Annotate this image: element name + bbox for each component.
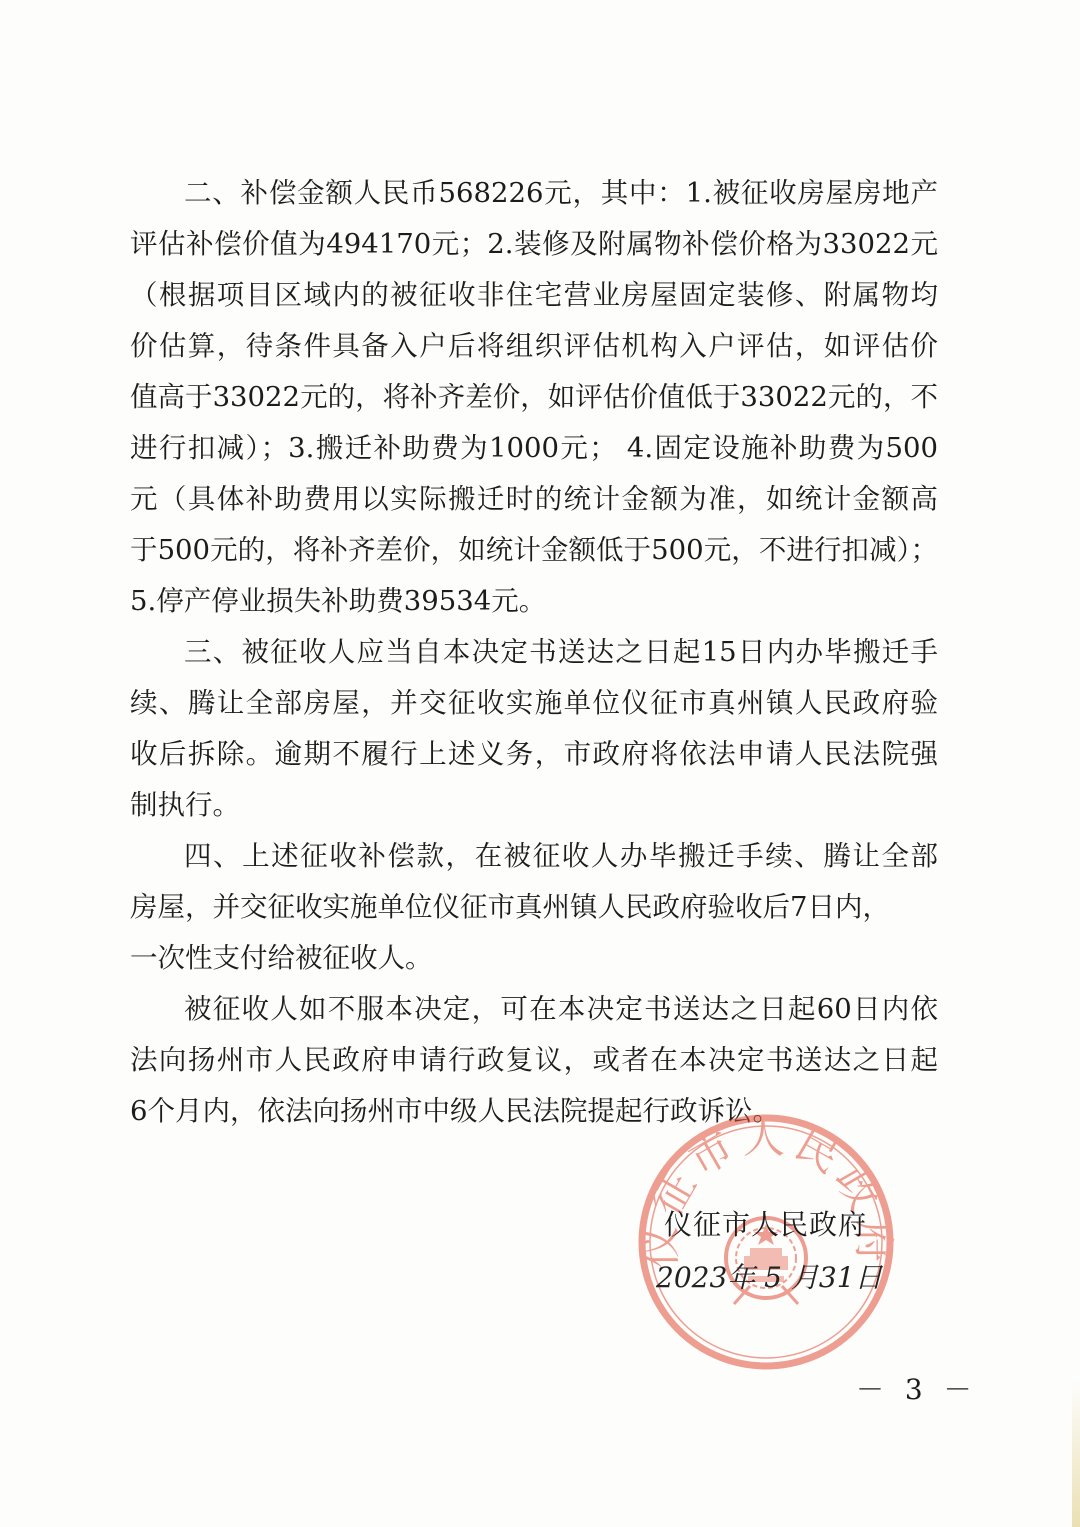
scan-edge-mark [1072,1380,1080,1527]
body-line: 元（具体补助费用以实际搬迁时的统计金额为准，如统计金额高 [130,483,938,515]
body-line: 四、上述征收补偿款，在被征收人办毕搬迁手续、腾让全部 [184,840,938,872]
body-line: 6个月内，依法向扬州市中级人民法院提起行政诉讼。 [130,1095,780,1127]
body-line: 三、被征收人应当自本决定书送达之日起15日内办毕搬迁手 [184,636,938,668]
svg-text:仪征市人民政府 [636,1113,898,1268]
body-line: 制执行。 [130,789,240,821]
body-line: 值高于33022元的，将补齐差价，如评估价值低于33022元的，不 [130,381,938,413]
body-line: 被征收人如不服本决定，可在本决定书送达之日起60日内依 [184,993,938,1025]
signing-date: 2023年 5 月31日 [656,1261,883,1294]
document-body [130,168,938,1137]
body-line: 价估算，待条件具备入户后将组织评估机构入户评估，如评估价 [130,330,938,362]
body-line: 于500元的，将补齐差价，如统计金额低于500元，不进行扣减）； [130,534,938,566]
body-line: 法向扬州市人民政府申请行政复议，或者在本决定书送达之日起 [130,1044,938,1076]
body-line: （根据项目区域内的被征收非住宅营业房屋固定装修、附属物均 [130,279,938,311]
body-line: 二、补偿金额人民币568226元，其中：1.被征收房屋房地产 [184,177,938,209]
body-line: 进行扣减）；3.搬迁补助费为1000元； 4.固定设施补助费为500 [130,432,938,464]
body-line: 一次性支付给被征收人。 [130,942,433,974]
body-line: 收后拆除。逾期不履行上述义务，市政府将依法申请人民法院强 [130,738,938,770]
body-line: 评估补偿价值为494170元；2.装修及附属物补偿价格为33022元 [130,228,938,260]
body-line: 房屋，并交征收实施单位仪征市真州镇人民政府验收后7日内， [130,891,890,923]
signing-organization: 仪征市人民政府 [664,1208,868,1241]
seal-text: 仪征市人民政府 [635,1113,899,1269]
page-number: － 3 － [856,1373,978,1406]
body-line: 5.停产停业损失补助费39534元。 [130,585,547,617]
body-line: 续、腾让全部房屋，并交征收实施单位仪征市真州镇人民政府验 [130,687,938,719]
